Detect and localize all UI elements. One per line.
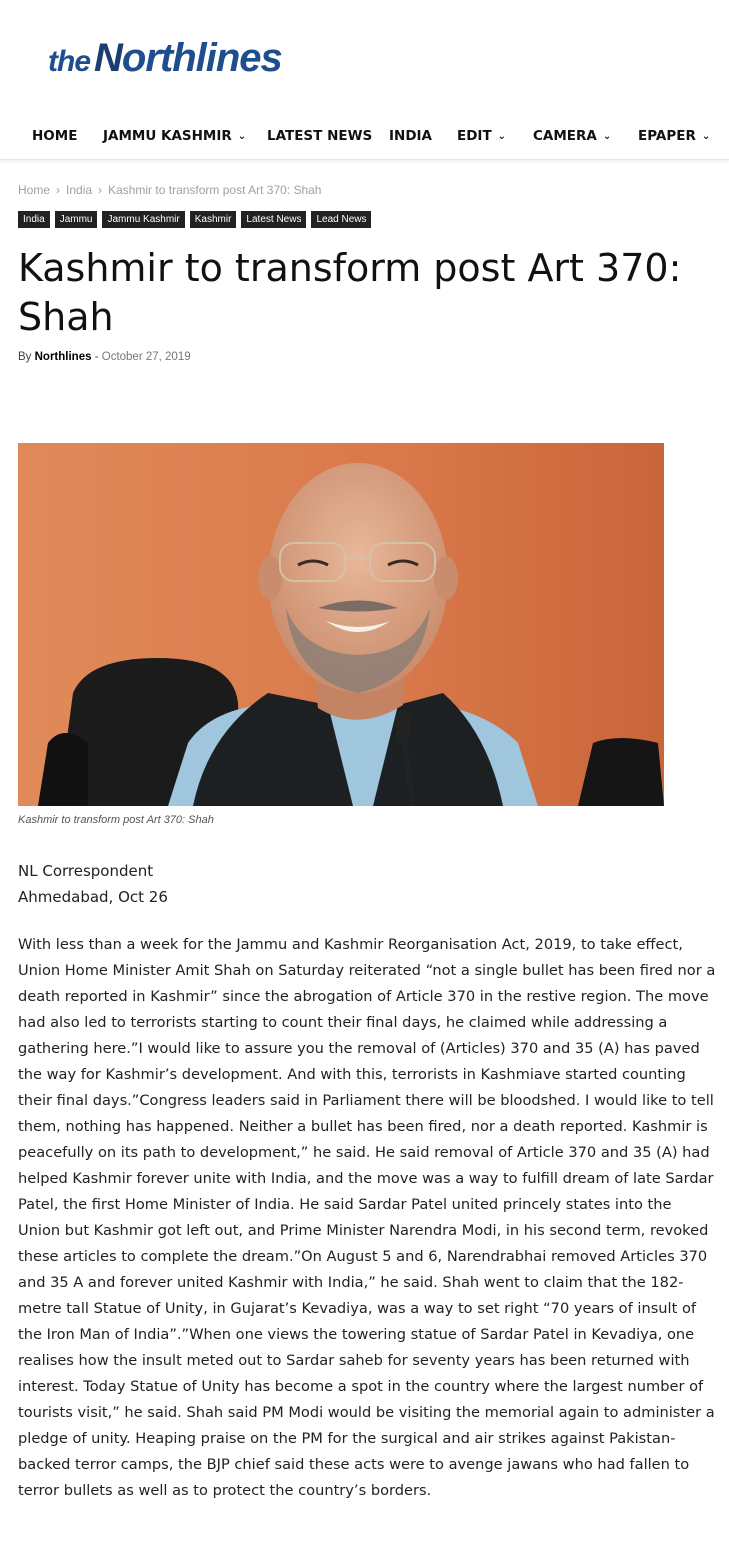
nav-label: JAMMU KASHMIR — [103, 128, 232, 144]
chevron-down-icon: ⌄ — [701, 131, 711, 142]
nav-label: EPAPER — [638, 128, 696, 144]
article-title: Kashmir to transform post Art 370: Shah — [18, 246, 682, 339]
byline — [18, 351, 191, 363]
nav-label: HOME — [32, 128, 78, 144]
location-date: Ahmedabad, Oct 26 — [18, 888, 168, 906]
tag-kashmir[interactable]: Kashmir — [190, 211, 237, 228]
chevron-down-icon: ⌄ — [237, 131, 247, 142]
nav-item-latest-news[interactable] — [267, 112, 372, 160]
main-nav — [0, 112, 729, 160]
nav-item-india[interactable] — [389, 112, 432, 160]
featured-image — [18, 443, 664, 806]
nav-label: LATEST NEWS — [267, 128, 373, 144]
chevron-down-icon: ⌄ — [602, 131, 612, 142]
breadcrumb-india[interactable]: India — [66, 183, 93, 197]
breadcrumb-home[interactable]: Home — [18, 183, 51, 197]
nav-item-jammu-kashmir[interactable] — [103, 112, 246, 160]
tag-jammu[interactable]: Jammu — [55, 211, 98, 228]
image-caption: Kashmir to transform post Art 370: Shah — [18, 814, 214, 826]
nav-item-epaper[interactable] — [638, 112, 710, 160]
breadcrumb-separator-icon: › — [56, 183, 61, 197]
date-separator: - — [94, 351, 99, 363]
author-link[interactable]: Northlines — [34, 351, 92, 363]
nav-label: CAMERA — [533, 128, 597, 144]
tag-jammu-kashmir[interactable]: Jammu Kashmir — [102, 211, 184, 228]
tag-india[interactable]: India — [18, 211, 50, 228]
breadcrumb-current: Kashmir to transform post Art 370: Shah — [108, 183, 322, 197]
logo-rest: orthlines — [121, 35, 282, 80]
portrait-illustration — [18, 443, 664, 806]
article-body: With less than a week for the Jammu and Kashmir Reorganisation Act, 2019, to take effect, Union Home Minister Amit Shah on Saturday reiterated “not a single bullet has been fired nor a death reported in Kashmir” since the abrogation of Article 370 in the restive region. The move had also led to terrorists starting to count their final days, he claimed while addressing a gathering here.”I would like to assure you the removal of (Articles) 370 and 35 (A) has paved the way for Kashmir’s development. And with this, terrorists in Kashmiave started counting their final days.”Congress leaders said in Parliament there will be bloodshed. I would like to tell them, nothing has happened. Neither a bullet has been fired, nor a death reported. Kashmir is peacefully on its path to development,” he said. He said removal of Article 370 and 35 (A) had helped Kashmir forever unite with India, and the move was a way to fulfill dream of late Sardar Patel, the first Home Minister of India. He said Sardar Patel united princely states into the Union but Kashmir got left out, and Prime Minister Narendra Modi, in his second term, revoked these articles to complete the dream.”On August 5 and 6, Narendrabhai removed Articles 370 and 35 A and forever united Kashmir with India,” he said. Shah went to claim that the 182-metre tall Statue of Unity, in Gujarat’s Kevadiya, was a way to set right “70 years of insult of the Iron Man of India”.”When one views the towering statue of Sardar Patel in Kevadiya, one realises how the insult meted out to Sardar saheb for seventy years has been returned with interest. Today Statue of Unity has become a spot in the country where the largest number of tourists visit,” he said. Shah said PM Modi would be visiting the memorial again to administer a pledge of unity. Heaping praise on the PM for the surgical and air strikes against Pakistan-backed terror camps, the BJP chief said these acts were to avenge jawans who had fallen to terror bullets as well as to protect the country’s borders. — [18, 936, 716, 1499]
logo-the: the — [48, 44, 90, 78]
chevron-down-icon: ⌄ — [497, 131, 507, 142]
nav-label: INDIA — [389, 128, 432, 144]
nav-item-edit[interactable] — [457, 112, 506, 160]
correspondent: NL Correspondent — [18, 862, 154, 880]
publish-date: October 27, 2019 — [101, 351, 191, 363]
category-tags — [18, 211, 371, 228]
tag-lead-news[interactable]: Lead News — [311, 211, 371, 228]
nav-item-home[interactable] — [32, 112, 77, 160]
logo-n: N — [94, 35, 122, 80]
breadcrumb-separator-icon: › — [98, 183, 103, 197]
tag-latest-news[interactable]: Latest News — [241, 211, 306, 228]
dateline — [18, 858, 168, 910]
by-label: By — [18, 351, 32, 363]
breadcrumb — [18, 183, 321, 197]
nav-item-camera[interactable] — [533, 112, 611, 160]
nav-label: EDIT — [457, 128, 492, 144]
site-logo[interactable] — [48, 30, 282, 86]
